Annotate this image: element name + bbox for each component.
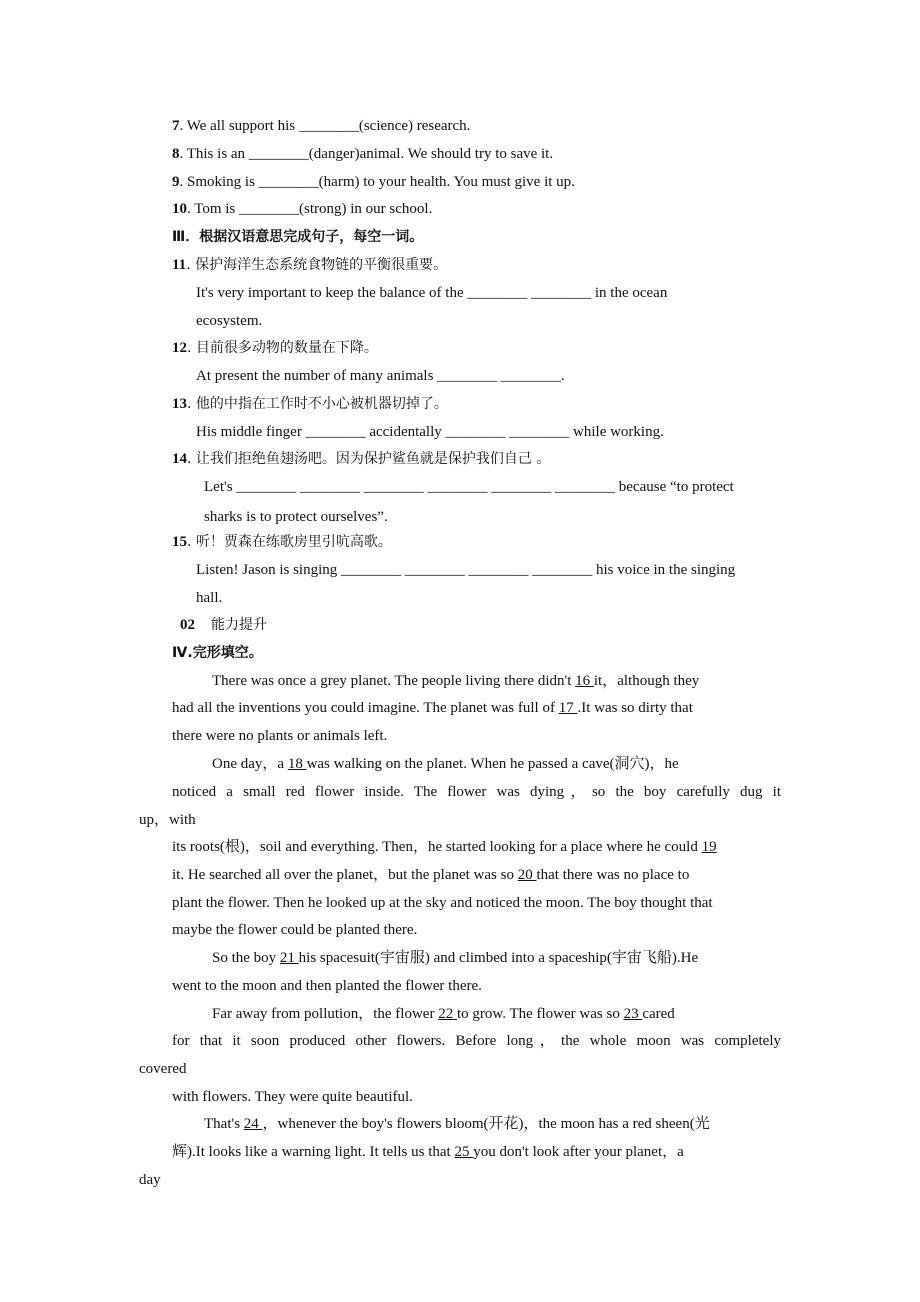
cloze-text: 辉).It looks like a warning light. It tells us that [172, 1144, 455, 1160]
cloze-line: plant the flower. Then he looked up at the sky and noticed the moon. The boy thought that [172, 895, 713, 911]
cloze-blank-16[interactable]: 16 [575, 673, 594, 689]
chinese-prompt: . 他的中指在工作时不小心被机器切掉了。 [187, 396, 448, 412]
cloze-line [172, 698, 693, 718]
cloze-text: was walking on the planet. When he passed a cave(洞穴)，he [306, 756, 679, 772]
cloze-blank-20[interactable]: 20 [517, 867, 537, 883]
exercise-item-8 [172, 144, 553, 164]
cloze-line [204, 1114, 710, 1134]
item-text: . Smoking is ________(harm) to your health. You must give it up. [179, 174, 575, 190]
cloze-line [212, 948, 698, 968]
cloze-blank-17[interactable]: 17 [558, 700, 578, 716]
chinese-prompt: . 保护海洋生态系统食物链的平衡很重要。 [186, 257, 448, 273]
item-number: 12 [172, 340, 187, 356]
exercise-item-10 [172, 199, 432, 219]
item-number: 11 [172, 257, 187, 273]
cloze-line: covered [139, 1061, 187, 1077]
item-number: 9 [172, 174, 180, 190]
cloze-line [212, 754, 679, 774]
cloze-text: its roots(根)，soil and everything. Then，he started looking for a place where he could [172, 839, 702, 855]
item-number: 14 [172, 451, 187, 467]
english-line: At present the number of many animals ________ ________. [196, 368, 565, 384]
cloze-line: with flowers. They were quite beautiful. [172, 1089, 413, 1105]
cloze-text: his spacesuit(宇宙服) and climbed into a spaceship(宇宙飞船).He [298, 950, 699, 966]
cloze-line: there were no plants or animals left. [172, 728, 388, 744]
cloze-blank-19[interactable]: 19 [701, 839, 717, 855]
exercise-item-14-prompt [172, 449, 550, 469]
exercise-item-12-prompt [172, 338, 378, 358]
english-line: His middle finger ________ accidentally ________ ________ while working. [196, 424, 664, 440]
cloze-line: went to the moon and then planted the flower there. [172, 978, 482, 994]
cloze-text: had all the inventions you could imagine. The planet was full of [172, 700, 559, 716]
cloze-blank-25[interactable]: 25 [454, 1144, 474, 1160]
exercise-item-7 [172, 116, 470, 136]
section-02-heading [180, 615, 267, 635]
item-text: . Tom is ________(strong) in our school. [187, 201, 433, 217]
cloze-line [212, 671, 699, 691]
cloze-line [172, 837, 717, 857]
item-number: 7 [172, 118, 180, 134]
english-line: Listen! Jason is singing ________ ________ ________ ________ his voice in the singing [196, 562, 736, 578]
exercise-item-9 [172, 172, 575, 192]
cloze-line: maybe the flower could be planted there. [172, 922, 418, 938]
cloze-blank-24[interactable]: 24 [243, 1116, 263, 1132]
cloze-text: That's [204, 1116, 244, 1132]
cloze-text: cared [642, 1006, 675, 1022]
cloze-text: that there was no place to [536, 867, 690, 883]
cloze-text: There was once a grey planet. The people living there didn't [212, 673, 576, 689]
cloze-text: ，whenever the boy's flowers bloom(开花)，the moon has a red sheen(光 [262, 1116, 710, 1132]
cloze-line: up，with [139, 812, 196, 828]
item-number: 10 [172, 201, 187, 217]
exercise-item-11-prompt [172, 255, 447, 275]
item-text: . We all support his ________(science) research. [179, 118, 471, 134]
item-text: . This is an ________(danger)animal. We should try to save it. [179, 146, 554, 162]
section-heading-part3: Ⅲ．根据汉语意思完成句子，每空一词。 [172, 229, 424, 245]
chinese-prompt: . 让我们拒绝鱼翅汤吧。因为保护鲨鱼就是保护我们自己 。 [187, 451, 551, 467]
english-line: Let's ________ ________ ________ ________ ________ ________ because “to protect [204, 479, 734, 495]
chinese-prompt: . 目前很多动物的数量在下降。 [187, 340, 378, 356]
cloze-blank-22[interactable]: 22 [438, 1006, 457, 1022]
cloze-text: So the boy [212, 950, 280, 966]
item-number: 8 [172, 146, 180, 162]
cloze-text: you don't look after your planet，a [473, 1144, 684, 1160]
cloze-line: for that it soon produced other flowers. Before long，the whole moon was completely [172, 1033, 781, 1049]
cloze-text: Far away from pollution，the flower [212, 1006, 439, 1022]
cloze-line [212, 1004, 675, 1024]
cloze-text: One day，a [212, 756, 288, 772]
cloze-line [172, 1142, 684, 1162]
english-line: It's very important to keep the balance of the ________ ________ in the ocean [196, 285, 668, 301]
cloze-line: day [139, 1172, 161, 1188]
english-line: ecosystem. [196, 313, 263, 329]
section-heading-part4: Ⅳ.完形填空。 [172, 645, 263, 661]
cloze-text: it. He searched all over the planet，but the planet was so [172, 867, 518, 883]
cloze-line: noticed a small red flower inside. The flower was dying，so the boy carefully dug it [172, 784, 781, 800]
cloze-blank-21[interactable]: 21 [279, 950, 299, 966]
english-line: sharks is to protect ourselves”. [204, 509, 388, 525]
cloze-blank-23[interactable]: 23 [623, 1006, 643, 1022]
chinese-prompt: . 听！贾森在练歌房里引吭高歌。 [187, 534, 392, 550]
section-number: 02 [180, 617, 195, 633]
exercise-item-13-prompt [172, 394, 448, 414]
section-title: 能力提升 [211, 617, 267, 633]
cloze-text: .It was so dirty that [577, 700, 693, 716]
english-line: hall. [196, 590, 223, 606]
cloze-text: it，although they [593, 673, 700, 689]
item-number: 15 [172, 534, 187, 550]
item-number: 13 [172, 396, 187, 412]
exercise-item-15-prompt [172, 532, 392, 552]
cloze-blank-18[interactable]: 18 [287, 756, 307, 772]
cloze-text: to grow. The flower was so [456, 1006, 624, 1022]
cloze-line [172, 865, 689, 885]
